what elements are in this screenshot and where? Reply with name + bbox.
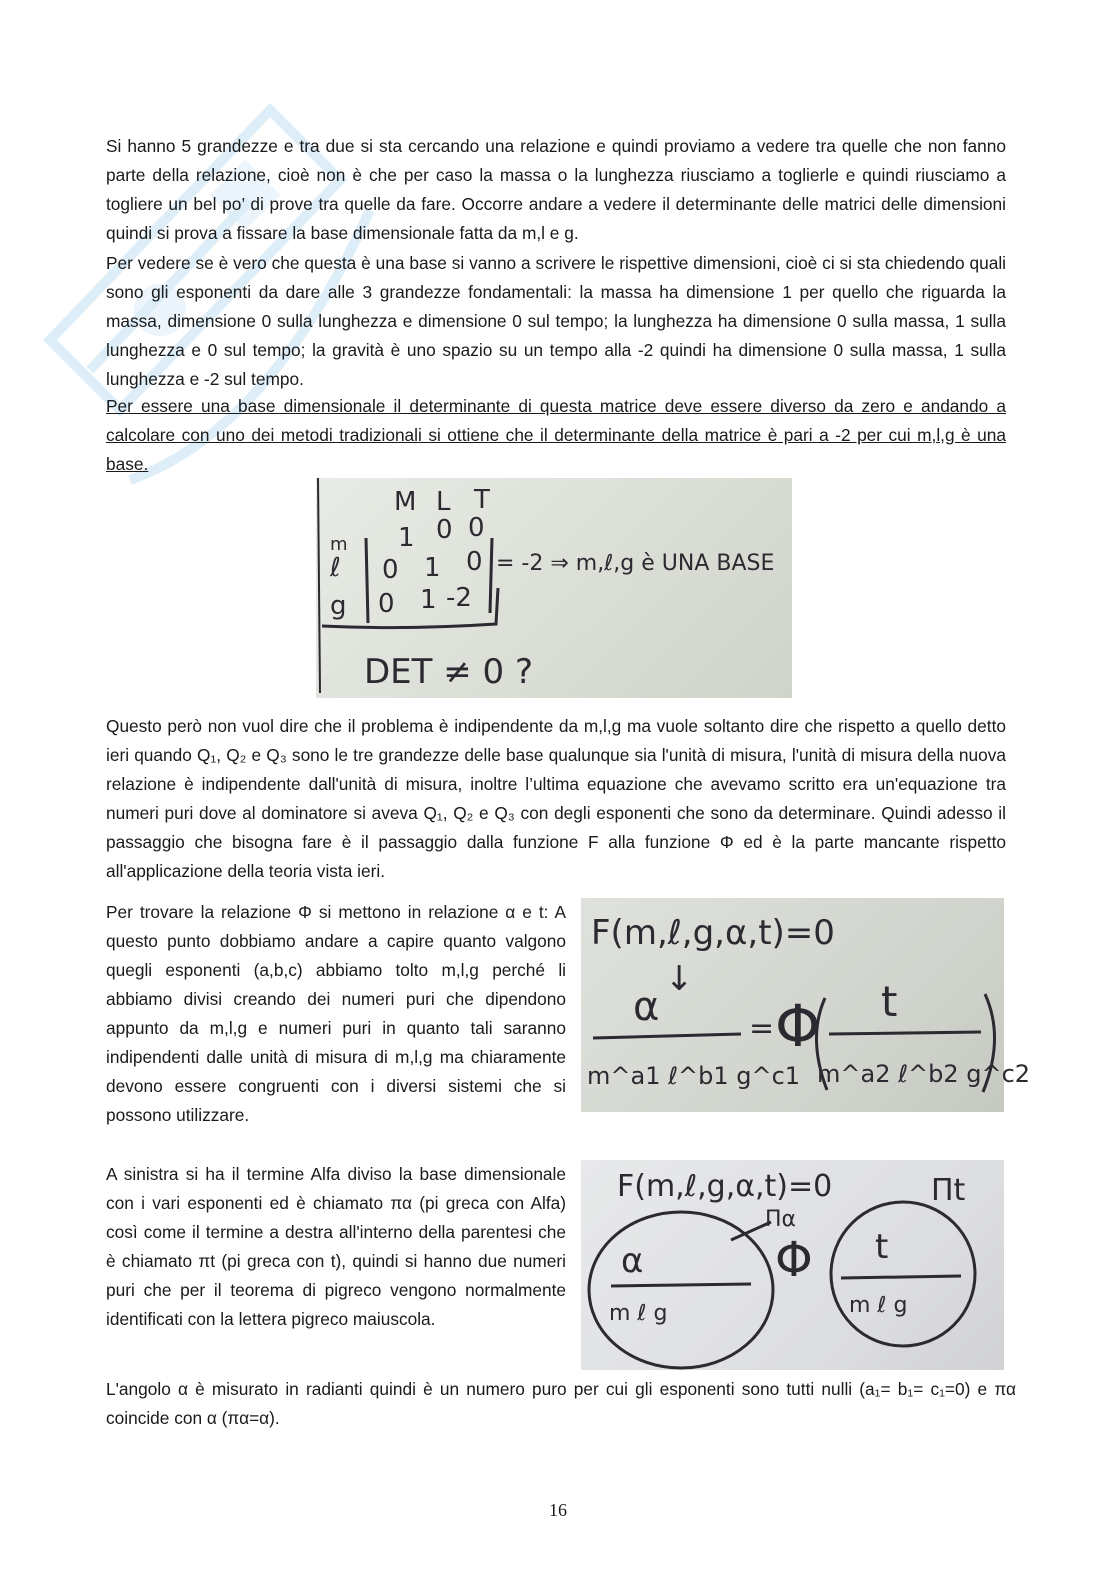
equals-sign: = xyxy=(749,1011,775,1046)
matrix-cell: 0 xyxy=(436,515,453,545)
matrix-photo xyxy=(316,478,792,698)
svg-text:m ℓ g: m ℓ g xyxy=(609,1301,668,1326)
matrix-cell: 0 xyxy=(468,513,485,543)
matrix-cell: 1 xyxy=(424,553,441,583)
pi-groups-photo xyxy=(581,1160,1004,1370)
down-arrow: ↓ xyxy=(665,959,694,999)
paragraph-pi-terms: A sinistra si ha il termine Alfa diviso la base dimensionale con i vari esponenti ed è chiamato πα (pi greca con Alfa) così come il termine a destra all'interno della parentesi che è chiamato πt (pi greca con t), quindi si hanno due numeri puri che per il teorema di pigreco vengono normalmente identificati con la lettera pigreco maiuscola. xyxy=(106,1164,566,1329)
alpha-numerator: α xyxy=(633,984,660,1030)
pi-alpha-label: Πα xyxy=(765,1207,797,1232)
t-numerator: t xyxy=(881,977,898,1026)
matrix-cell: 0 xyxy=(466,547,483,577)
matrix-col-header: L xyxy=(436,487,451,517)
function-f: F(m,ℓ,g,α,t)=0 xyxy=(591,913,835,953)
matrix-cell: 1 xyxy=(420,585,437,615)
matrix-cell: -2 xyxy=(446,583,472,613)
svg-text:m ℓ g: m ℓ g xyxy=(849,1293,908,1318)
phi-symbol: Φ xyxy=(775,1232,813,1288)
pi-t-label: Πt xyxy=(931,1173,966,1208)
matrix-cell: 1 xyxy=(398,523,415,553)
alpha-numerator: α xyxy=(621,1241,644,1281)
page-number: 16 xyxy=(549,1500,567,1520)
matrix-row-label: ℓ xyxy=(330,553,341,583)
phi-equation-photo xyxy=(581,898,1031,1112)
paragraph-explanation: Questo però non vuol dire che il problema è indipendente da m,l,g ma vuole soltanto dire che rispetto a quello detto ieri quando Q₁, Q₂ e Q₃ sono le tre grandezze delle base qualunque sia l'unità di misura, l'unità di misura della nuova relazione è indipendente dall'unità di misura, inoltre l’ultima equazione che avevamo scritto era un'equazione tra numeri puri dove al dominatore si aveva Q₁, Q₂ e Q₃ con degli esponenti che sono da determinare. Quindi adesso il passaggio che bisogna fare è il passaggio dalla funzione F alla funzione Φ ed è la parte mancante rispetto all'applicazione della teoria vista ieri. xyxy=(106,716,1006,881)
matrix-cell: 0 xyxy=(382,555,399,585)
paragraph-phi-relation: Per trovare la relazione Φ si mettono in relazione α e t: A questo punto dobbiamo andare a capire quanto valgono quegli esponenti (a,b,c) abbiamo tolto m,l,g perché li abbiamo divisi creando dei numeri puri che dipendono appunto da m,l,g e numeri puri in quanto tali saranno indipendenti dalle unità di misura di m,l,g ma chiaramente devono essere congruenti con i diversi sistemi che si possono utilizzare. xyxy=(106,902,566,1125)
matrix-col-header: T xyxy=(474,485,490,515)
matrix-result: = -2 ⇒ m,ℓ,g è UNA BASE xyxy=(496,551,775,576)
paragraph-intro: Si hanno 5 grandezze e tra due si sta cercando una relazione e quindi proviamo a vedere tra quelle che non fanno parte della relazione, cioè non è che per caso la massa o la lunghezza riusciamo a toglierle e quindi riusciamo a togliere un bel po’ di prove tra quelle da fare. Occorre andare a vedere il determinante delle matrici delle dimensioni quindi si prova a fissare la base dimensionale fatta da m,l e g. xyxy=(106,136,1006,243)
matrix-row-label: g xyxy=(330,591,347,621)
det-note: DET ≠ 0 ? xyxy=(364,652,534,692)
matrix-col-header: M xyxy=(394,487,417,517)
function-f: F(m,ℓ,g,α,t)=0 xyxy=(617,1169,833,1204)
matrix-cell: 0 xyxy=(378,589,395,619)
paragraph-dimensions: Per vedere se è vero che questa è una base si vanno a scrivere le rispettive dimensioni, cioè ci si sta chiedendo quali sono gli esponenti da dare alle 3 grandezze fondamentali: la massa ha dimensione 1 per quello che riguarda la massa, dimensione 0 sulla lunghezza e dimensione 0 sul tempo; la lunghezza ha dimensione 0 sulla massa, 1 sulla lunghezza e 0 sul tempo; la gravità è uno spazio su un tempo alla -2 quindi ha dimensione 0 sulla massa, 1 sulla lunghezza e -2 sul tempo. xyxy=(106,253,1006,389)
right-denominator: m^a2 ℓ^b2 g^c2 xyxy=(817,1060,1031,1088)
phi-symbol: Φ xyxy=(775,992,821,1060)
matrix-row-label: m xyxy=(330,534,348,555)
paragraph-alpha-angle: L'angolo α è misurato in radianti quindi è un numero puro per cui gli esponenti sono tutti nulli (a₁= b₁= c₁=0) e πα coincide con α (πα=α). xyxy=(106,1379,1016,1428)
t-numerator: t xyxy=(875,1227,889,1267)
left-denominator: m^a1 ℓ^b1 g^c1 xyxy=(587,1062,801,1090)
paragraph-determinant: Per essere una base dimensionale il determinante di questa matrice deve essere diverso da zero e andando a calcolare con uno dei metodi tradizionali si ottiene che il determinante della matrice è pari a -2 per cui m,l,g è una base. xyxy=(106,396,1006,474)
